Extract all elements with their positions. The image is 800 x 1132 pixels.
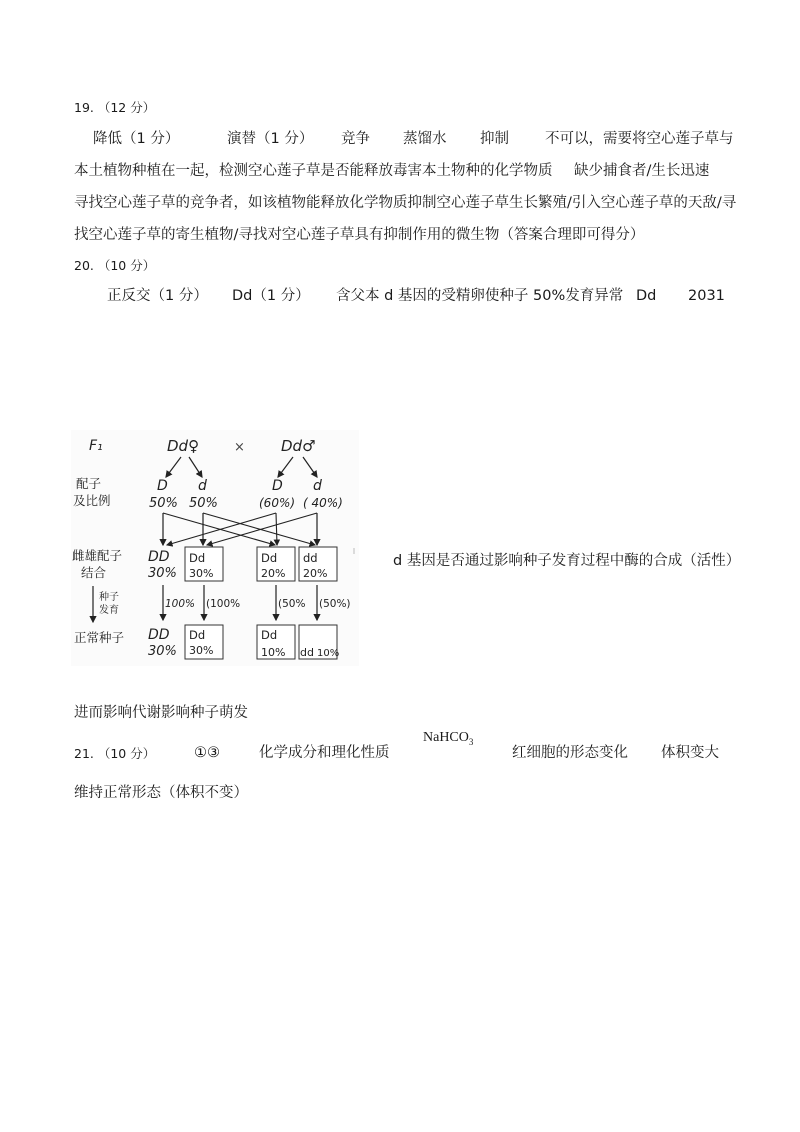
q20-answer-1: 正反交（1 分）: [107, 288, 208, 304]
q19-line-3: 寻找空心莲子草的竞争者，如该植物能释放化学物质抑制空心莲子草生长繁殖/引入空心莲子草的天敌/寻: [74, 195, 737, 211]
q21-line-2: 维持正常形态（体积不变）: [74, 785, 248, 801]
dev-rate-3: (50%: [278, 598, 306, 610]
gamete-ratio-1: 50%: [149, 496, 178, 511]
zygote-pct-3: 20%: [261, 567, 286, 580]
normal-genotype-1: DD: [148, 627, 170, 643]
dev-rate-4: (50%): [319, 598, 351, 610]
q20-answer-2: Dd（1 分）: [232, 288, 310, 304]
zygote-pct-4: 20%: [303, 567, 328, 580]
row-label-combine-2: 结合: [81, 565, 107, 580]
gamete-allele-3: D: [272, 478, 283, 494]
dev-label-1: 种子: [99, 592, 119, 603]
dev-label-2: 发育: [99, 605, 119, 616]
q21-answer-2: 化学成分和理化性质: [259, 745, 390, 761]
female-parent: Dd♀: [167, 437, 200, 455]
normal-genotype-4: dd: [300, 646, 314, 659]
normal-pct-4: 10%: [317, 648, 340, 659]
q19-header: 19. （12 分）: [74, 100, 156, 115]
row-label-combine-1: 雌雄配子: [72, 548, 123, 563]
genetics-cross-figure: [71, 430, 359, 666]
zygote-genotype-2: Dd: [189, 551, 206, 565]
q21-answer-4: 体积变大: [661, 745, 719, 761]
q19-line-4: 找空心莲子草的寄生植物/寻找对空心莲子草具有抑制作用的微生物（答案合理即可得分）: [74, 227, 645, 243]
row-label-normal: 正常种子: [74, 630, 125, 645]
zygote-pct-2: 30%: [189, 567, 214, 580]
male-parent: Dd♂: [281, 437, 316, 455]
gamete-ratio-4: ( 40%): [303, 496, 343, 510]
cross-sign: ×: [234, 440, 245, 455]
normal-pct-2: 30%: [189, 644, 214, 657]
q19-line-2a: 本土植物种植在一起，检测空心莲子草是否能释放毒害本土物种的化学物质: [74, 163, 553, 179]
gamete-allele-4: d: [313, 478, 322, 494]
q20-answer-5: 2031: [688, 288, 725, 304]
gamete-allele-2: d: [198, 478, 207, 494]
q19-answer-6: 不可以，需要将空心莲子草与: [545, 131, 734, 147]
q21-formula: [423, 729, 473, 747]
f1-label: F₁: [89, 438, 103, 454]
row-label-gamete-1: 配子: [76, 476, 102, 491]
q19-answer-2: 演替（1 分）: [227, 131, 314, 147]
normal-pct-3: 10%: [261, 646, 286, 659]
q21-formula-main: NaHCO: [423, 730, 469, 745]
gamete-allele-1: D: [157, 478, 168, 494]
row-label-gamete-2: 及比例: [73, 493, 111, 508]
q19-answer-5: 抑制: [480, 131, 509, 147]
gamete-ratio-3: (60%): [259, 496, 296, 510]
zygote-genotype-3: Dd: [261, 551, 278, 565]
q19-answer-1: 降低（1 分）: [93, 131, 180, 147]
q20-continuation: 进而影响代谢影响种子萌发: [74, 705, 248, 721]
gamete-ratio-2: 50%: [189, 496, 218, 511]
dev-rate-1: 100%: [165, 598, 196, 610]
q21-answer-1: ①③: [194, 745, 220, 761]
q21-formula-subscript: 3: [468, 737, 474, 747]
q20-answer-4: Dd: [636, 288, 657, 304]
dev-rate-2: (100%: [206, 598, 241, 610]
q21-header: 21. （10 分）: [74, 746, 156, 761]
q20-answer-3: 含父本 d 基因的受精卵使种子 50%发育异常: [336, 288, 624, 304]
q19-answer-4: 蒸馏水: [403, 131, 447, 147]
normal-genotype-2: Dd: [189, 628, 206, 642]
q20-header: 20. （10 分）: [74, 258, 156, 273]
zygote-pct-1: 30%: [148, 566, 177, 581]
q19-answer-3: 竞争: [341, 131, 370, 147]
q21-answer-3: 红细胞的形态变化: [512, 745, 628, 761]
q20-side-text: d 基因是否通过影响种子发育过程中酶的合成（活性）: [393, 553, 741, 569]
zygote-genotype-4: dd: [303, 551, 318, 565]
normal-genotype-3: Dd: [261, 628, 278, 642]
zygote-genotype-1: DD: [148, 549, 170, 565]
normal-pct-1: 30%: [148, 644, 177, 659]
q19-line-2b: 缺少捕食者/生长迅速: [574, 163, 710, 179]
